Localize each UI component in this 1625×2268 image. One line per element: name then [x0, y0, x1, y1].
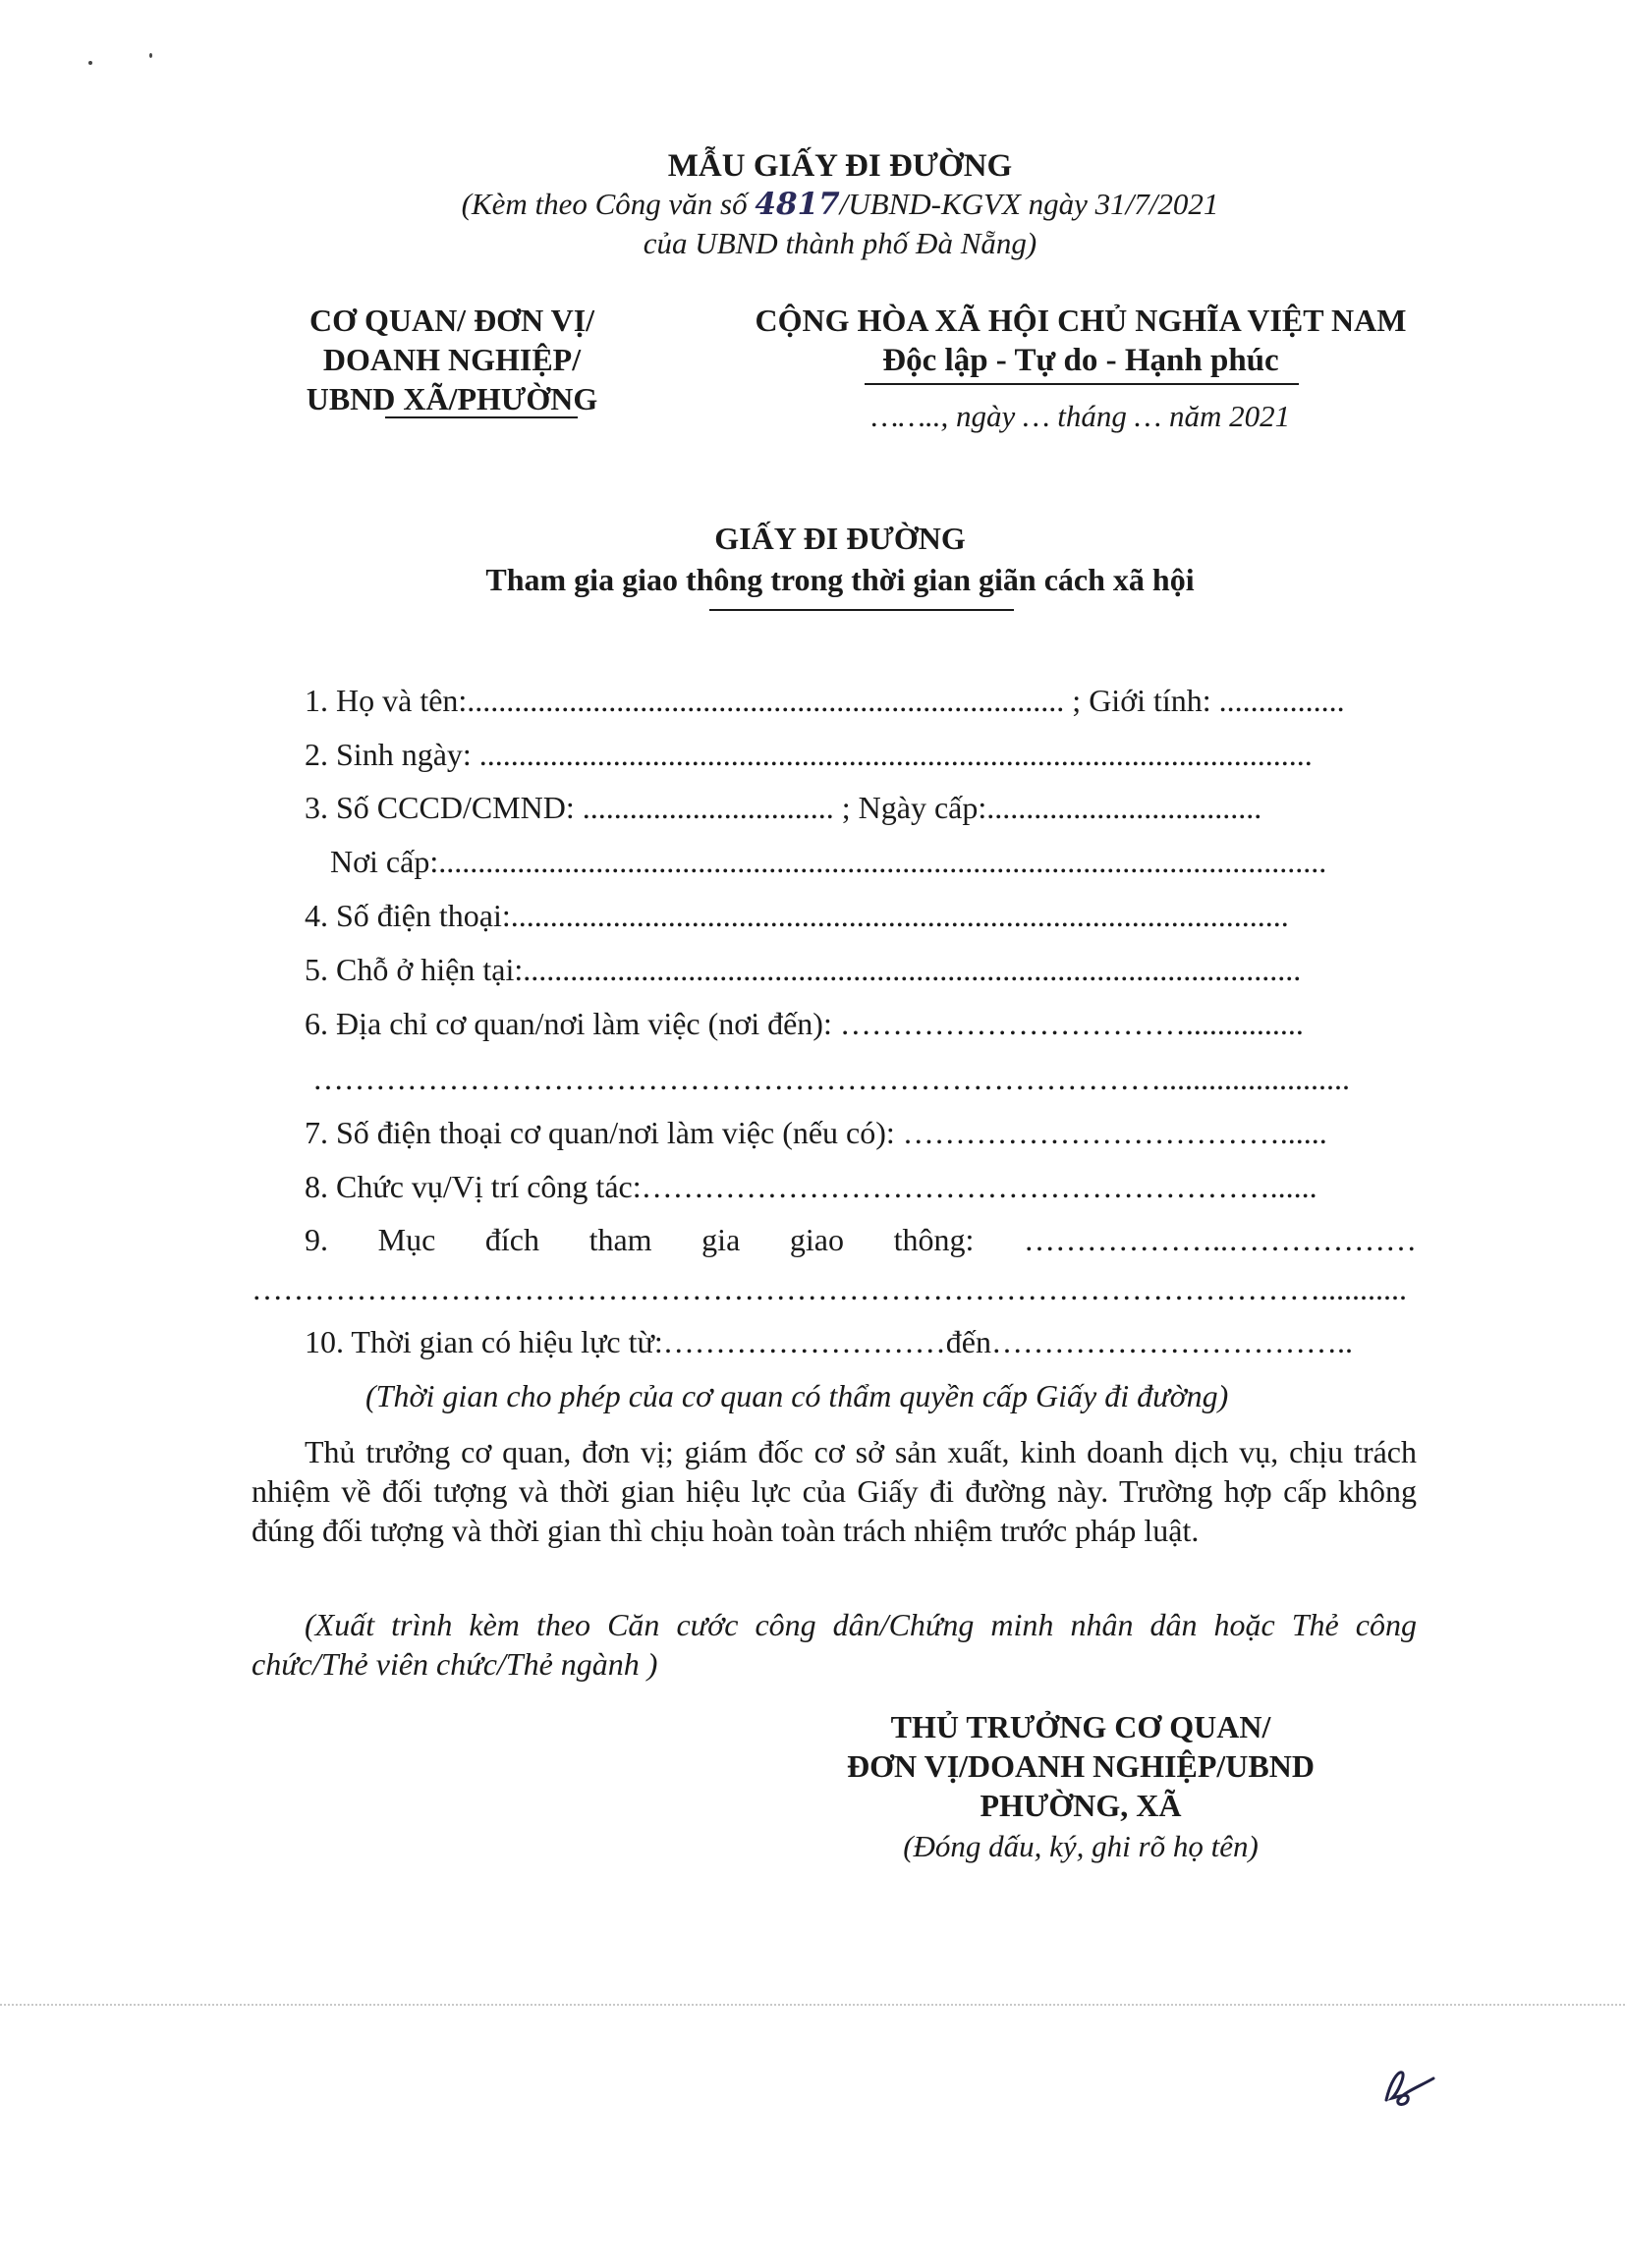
field-work-phone: 7. Số điện thoại cơ quan/nơi làm việc (nếu có): ………………………………...... [305, 1115, 1327, 1150]
purpose-word: thông: [893, 1222, 975, 1257]
purpose-word: 9. [305, 1222, 328, 1257]
field-birth-date: 2. Sinh ngày: .......................................................................................................... [305, 737, 1313, 772]
agency-underline [385, 416, 578, 418]
agency-block [295, 301, 609, 418]
purpose-word: tham [588, 1222, 652, 1257]
date-line: …….., ngày … tháng … năm 2021 [870, 399, 1291, 433]
reference-suffix: /UBND-KGVX ngày 31/7/2021 [839, 187, 1219, 221]
field-work-address-continued: ………………………………………………………………………........................ [312, 1061, 1350, 1096]
reference-number-handwritten: 4817 [755, 187, 840, 222]
agency-line-1: CƠ QUAN/ ĐƠN VỊ/ [308, 303, 595, 338]
document-subtitle: Tham gia giao thông trong thời gian giãn cách xã hội [485, 562, 1195, 597]
reference-line-2: của UBND thành phố Đà Nẵng) [643, 226, 1037, 260]
field-work-address: 6. Địa chỉ cơ quan/nơi làm việc (nơi đến): ……………………………............... [305, 1006, 1304, 1041]
field-residence: 5. Chỗ ở hiện tại:................................................................................................... [305, 952, 1302, 987]
agency-line-3: UBND XÃ/PHƯỜNG [306, 381, 598, 416]
presentation-note: (Xuất trình kèm theo Căn cước công dân/Chứng minh nhân dân hoặc Thẻ công chức/Thẻ viên chức/Thẻ ngành ) [252, 1607, 1417, 1682]
signature-line-3: PHƯỜNG, XÃ [980, 1788, 1182, 1823]
subtitle-underline [709, 609, 1014, 611]
motto-underline [865, 383, 1299, 385]
responsibility-paragraph: Thủ trưởng cơ quan, đơn vị; giám đốc cơ sở sản xuất, kinh doanh dịch vụ, chịu trách nhiệm về đối tượng và thời gian hiệu lực của Giấy đi đường này. Trường hợp cấp không đúng đối tượng và thời gian thì chịu hoàn toàn trách nhiệm trước pháp luật. [252, 1434, 1417, 1548]
signature-line-2: ĐƠN VỊ/DOANH NGHIỆP/UBND [847, 1748, 1315, 1784]
handwritten-initial-mark [1380, 2063, 1439, 2112]
scan-speck [149, 53, 152, 58]
national-motto: Độc lập - Tự do - Hạnh phúc [882, 343, 1279, 378]
field-valid-period: 10. Thời gian có hiệu lực từ:………………………đến…………………………….. [305, 1324, 1353, 1359]
field-full-name: 1. Họ và tên:............................................................................ ; Giới tính: ................ [305, 683, 1345, 718]
field-travel-purpose-continued: …………………………………………………………………………………………........... [252, 1271, 1407, 1306]
purpose-word: Mục [377, 1222, 436, 1257]
nation-line-1: CỘNG HÒA XÃ HỘI CHỦ NGHĨA VIỆT NAM [755, 303, 1407, 338]
field-id-number: 3. Số CCCD/CMND: ................................ ; Ngày cấp:................................... [305, 790, 1262, 825]
purpose-word: giao [789, 1222, 844, 1257]
purpose-word: gia [701, 1222, 741, 1257]
reference-line [0, 185, 1625, 224]
signature-note: (Đóng dấu, ký, ghi rõ họ tên) [903, 1829, 1259, 1863]
scan-divider [0, 2004, 1625, 2006]
form-title: MẪU GIẤY ĐI ĐƯỜNG [667, 148, 1013, 184]
agency-line-2: DOANH NGHIỆP/ [322, 342, 582, 377]
purpose-word: đích [484, 1222, 539, 1257]
field-position: 8. Chức vụ/Vị trí công tác:……………………………………………………...... [305, 1169, 1317, 1204]
document-title: GIẤY ĐI ĐƯỜNG [714, 521, 966, 556]
signature-line-1: THỦ TRƯỞNG CƠ QUAN/ [890, 1709, 1271, 1744]
field-travel-purpose [305, 1220, 1417, 1259]
field-issue-place: Nơi cấp:................................................................................................................. [330, 844, 1327, 879]
signature-block [776, 1707, 1385, 1825]
valid-period-note: (Thời gian cho phép của cơ quan có thẩm quyền cấp Giấy đi đường) [365, 1378, 1229, 1413]
scan-speck [88, 61, 92, 65]
reference-prefix: (Kèm theo Công văn số [461, 187, 756, 221]
field-phone: 4. Số điện thoại:................................................................................................... [305, 898, 1289, 933]
purpose-dots: ………………..……………… [1023, 1222, 1417, 1257]
